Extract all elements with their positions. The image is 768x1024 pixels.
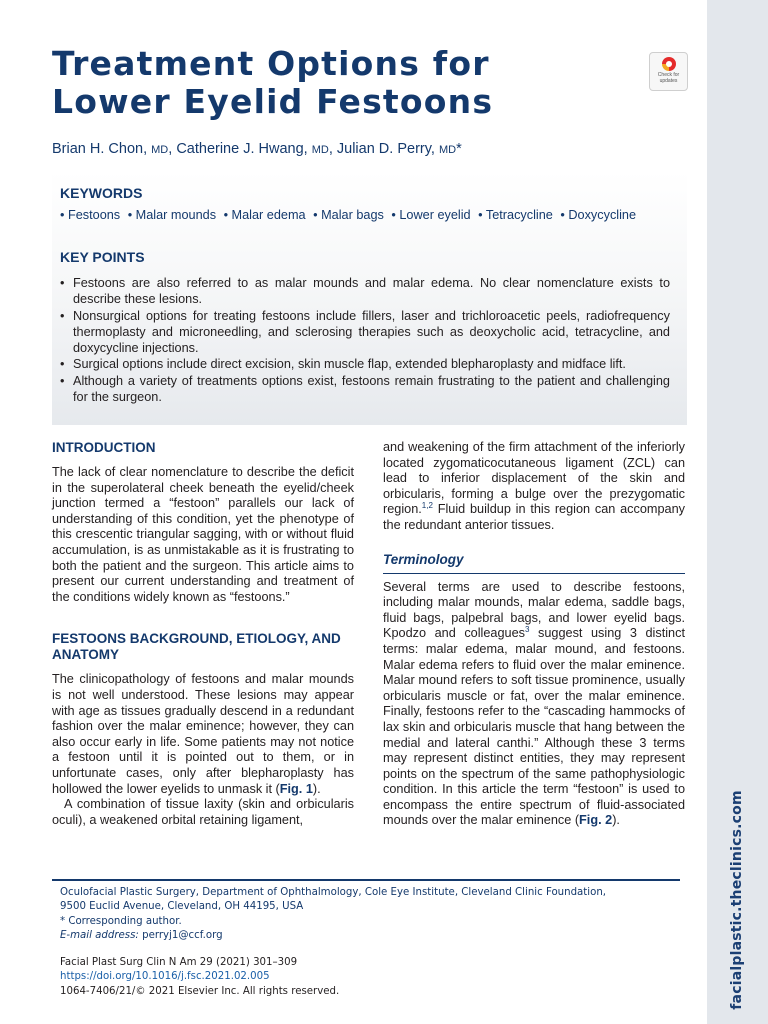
article-title	[52, 45, 612, 121]
journal-url[interactable]: facialplastic.theclinics.com	[729, 790, 745, 1010]
title-line-1: Treatment Options for	[52, 44, 490, 83]
background-heading: FESTOONS BACKGROUND, ETIOLOGY, AND ANATOMY	[52, 631, 341, 663]
keyword-item: • Lower eyelid	[391, 208, 471, 222]
keyword-item: • Doxycycline	[560, 208, 637, 222]
right-column-paragraph-1: and weakening of the firm attachment of the inferiorly located zygomaticocutaneous ligament (ZCL) can lead to inferior displacement of the skin and orbicularis, forming a bulge over the prezygomatic region.$^{1,2}$ Fluid buildup in this region can accompany the redundant anterior tissues.	[383, 440, 685, 532]
background-paragraph-2: A combination of tissue laxity (skin and orbicularis oculi), a weakened orbital retaining ligament,	[52, 797, 354, 827]
author-name: Catherine J. Hwang,	[176, 141, 312, 157]
journal-info	[60, 956, 339, 999]
keyword-item: • Tetracycline	[478, 208, 553, 222]
introduction-heading: INTRODUCTION	[52, 440, 156, 455]
affiliation-line-1: Oculofacial Plastic Surgery, Department of Ophthalmology, Cole Eye Institute, Cleveland Clinic Foundation,	[60, 887, 607, 898]
figure-1-link[interactable]: Fig. 1	[279, 781, 313, 796]
author-name: Julian D. Perry,	[336, 141, 439, 157]
update-icon	[662, 57, 676, 71]
terminology-heading: Terminology	[383, 552, 685, 574]
email-line	[60, 929, 685, 943]
key-point-item: • Nonsurgical options for treating festoons include fillers, laser and trichloroacetic peels, radiofrequency thermoplasty and microneedling, and sclerosing therapies such as deoxycholic acid, tetracycline, and doxycycline injections.	[60, 308, 670, 357]
key-point-item: • Although a variety of treatments options exist, festoons remain frustrating to the patient and challenging for the surgeon.	[60, 373, 670, 406]
affiliation-line-2: 9500 Euclid Avenue, Cleveland, OH 44195, USA	[60, 901, 304, 913]
author-list: Brian H. Chon, MD, Catherine J. Hwang, MD, Julian D. Perry, MD*	[52, 141, 462, 157]
doi-link[interactable]: https://doi.org/10.1016/j.fsc.2021.02.005	[60, 971, 270, 983]
background-paragraph-1: The clinicopathology of festoons and malar mounds is not well understood. These lesions may appear with age as tissues gradually descend in a redundant fashion over the malar eminence; however, they can also occur early in life. Some patients may not notice a festoon until it is pointed out to them, or in unfortunate cases, only after blepharoplasty has hollowed the lower eyelids to unmask it (Fig. 1).	[52, 672, 354, 796]
right-column	[383, 440, 685, 829]
keywords-heading: KEYWORDS	[60, 185, 143, 201]
key-point-item: • Festoons are also referred to as malar mounds and malar edema. No clear nomenclature exists to describe these lesions.	[60, 275, 670, 308]
reference-3-link[interactable]: 3	[524, 625, 530, 635]
keyword-item: • Festoons	[60, 208, 121, 222]
key-point-item: • Surgical options include direct excision, skin muscle flap, extended blepharoplasty and midface lift.	[60, 356, 670, 372]
introduction-paragraph: The lack of clear nomenclature to describe the deficit in the superolateral cheek beneath the eyelid/cheek junction termed a “festoon” parallels our lack of understanding of this condition, yet the phenotype of this crescentic triangular sagging, with or without fluid accumulation, is as unmistakable as it is frustrating to both the patient and the surgeon. This article aims to present our current understanding and treatment of the conditions widely known as “festoons.”	[52, 465, 354, 604]
keyword-item: • Malar bags	[313, 208, 384, 222]
key-points-heading: KEY POINTS	[60, 249, 145, 265]
check-for-updates-badge[interactable]	[649, 52, 688, 91]
copyright-line: 1064-7406/21/© 2021 Elsevier Inc. All rights reserved.	[60, 985, 340, 997]
left-column	[52, 440, 354, 828]
author-name: Brian H. Chon,	[52, 141, 152, 157]
email-label: E-mail address:	[60, 929, 139, 941]
footnote-divider	[52, 879, 680, 881]
email-link[interactable]: perryj1@ccf.org	[138, 929, 223, 941]
terminology-paragraph: Several terms are used to describe festoons, including malar mounds, malar edema, saddle bags, fluid bags, palpebral bags, and lower eyelid bags. Kpodzo and colleagues$^3$ suggest using 3 distinct terms: malar edema, malar mound, and festoons. Malar edema refers to fluid over the malar eminence. Malar mound refers to soft tissue prominence, usually orbicularis muscle or fat, over the malar eminence. Finally, festoons refer to the “cascading hammocks of lax skin and orbicularis muscle that hang between the medial and lateral canthi.” Although these 3 terms may represent distinct entities, they may represent points on the spectrum of the same pathophysiologic condition. In this article the term “festoon” is used to encompass the entire spectrum of fluid-associated mounds over the malar eminence (Fig. 2).	[383, 579, 685, 828]
badge-text: Check for updates	[657, 72, 680, 84]
footnote	[60, 886, 685, 943]
title-line-2: Lower Eyelid Festoons	[52, 82, 494, 121]
figure-2-link[interactable]: Fig. 2	[579, 813, 613, 828]
keyword-item: • Malar edema	[223, 208, 306, 222]
keywords-list	[60, 208, 640, 222]
reference-1-2-link[interactable]: 1,2	[421, 501, 433, 511]
journal-citation: Facial Plast Surg Clin N Am 29 (2021) 301–309	[60, 957, 298, 968]
corresponding-author: * Corresponding author.	[60, 915, 182, 927]
key-points-list	[60, 275, 670, 405]
keyword-item: • Malar mounds	[127, 208, 217, 222]
